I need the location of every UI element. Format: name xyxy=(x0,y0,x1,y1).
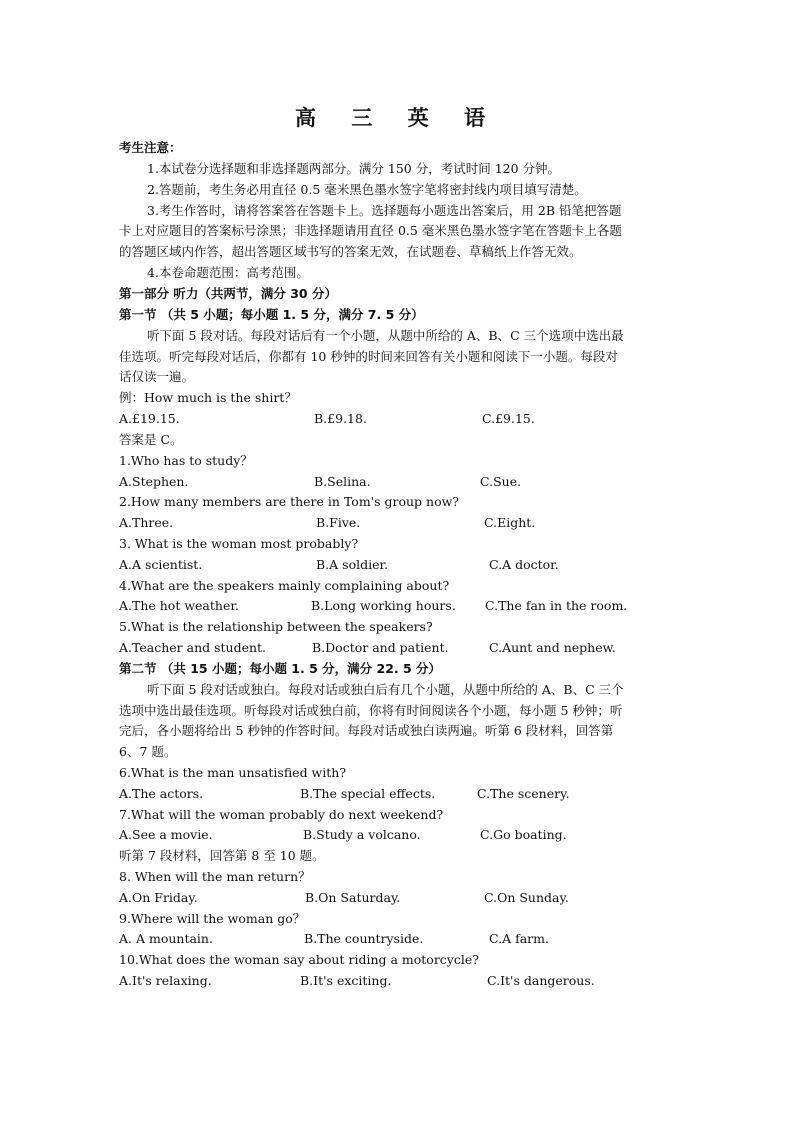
option-a: A.Three. xyxy=(119,515,174,530)
section-instructions: 6、7 题。 xyxy=(119,744,177,759)
option-b: B.Selina. xyxy=(314,474,371,489)
question: 4.What are the speakers mainly complaining about? xyxy=(119,578,450,593)
notice-item: 卡上对应题目的答案标号涂黑；非选择题请用直径 0.5 毫米黑色墨水签字笔在答题卡上各题 xyxy=(119,223,622,238)
option-b: B.The countryside. xyxy=(304,931,424,946)
example-question: 例：How much is the shirt？ xyxy=(119,390,297,405)
option-b: B.The special effects. xyxy=(300,786,436,801)
option-c: C.Aunt and nephew. xyxy=(489,640,616,655)
option-a: A.On Friday. xyxy=(119,890,198,905)
option-b: B.Study a volcano. xyxy=(303,827,421,842)
option-a: A.See a movie. xyxy=(119,827,213,842)
option-c: C.Eight. xyxy=(484,515,536,530)
question: 3. What is the woman most probably? xyxy=(119,536,359,551)
question: 7.What will the woman probably do next weekend? xyxy=(119,807,444,822)
option-c: C.The fan in the room. xyxy=(485,598,628,613)
section-heading: 第一节 （共 5 小题；每小题 1. 5 分，满分 7. 5 分） xyxy=(119,307,424,322)
option-c: C.A farm. xyxy=(489,931,549,946)
option-a: A.Teacher and student. xyxy=(119,640,267,655)
page-title: 高 三 英 语 xyxy=(295,106,499,130)
section-instructions: 话仅读一遍。 xyxy=(119,369,195,384)
option-c: C.£9.15. xyxy=(482,411,535,426)
option-b: B.On Saturday. xyxy=(305,890,401,905)
option-c: C.Go boating. xyxy=(480,827,567,842)
option-b: B.A soldier. xyxy=(316,557,389,572)
option-b: B.Five. xyxy=(316,515,361,530)
question: 8. When will the man return？ xyxy=(119,869,311,884)
material-instruction: 听第 7 段材料，回答第 8 至 10 题。 xyxy=(119,848,325,863)
option-c: C.The scenery. xyxy=(477,786,570,801)
option-b: B.£9.18. xyxy=(314,411,367,426)
option-b: B.Doctor and patient. xyxy=(312,640,449,655)
part-heading: 第一部分 听力（共两节，满分 30 分） xyxy=(119,286,337,301)
question: 5.What is the relationship between the speakers? xyxy=(119,619,433,634)
notice-item: 4.本卷命题范围：高考范围。 xyxy=(147,265,309,280)
notice-item: 2.答题前，考生务必用直径 0.5 毫米黑色墨水签字笔将密封线内项目填写清楚。 xyxy=(147,182,587,197)
section-heading: 第二节 （共 15 小题；每小题 1. 5 分，满分 22. 5 分） xyxy=(119,661,442,676)
notice-item: 的答题区域内作答，超出答题区域书写的答案无效，在试题卷、草稿纸上作答无效。 xyxy=(119,244,582,259)
question: 6.What is the man unsatisfied with? xyxy=(119,765,347,780)
option-a: A.It's relaxing. xyxy=(119,973,212,988)
section-instructions: 听下面 5 段对话或独白。每段对话或独白后有几个小题，从题中所给的 A、B、C 三个 xyxy=(147,682,624,697)
example-answer: 答案是 C。 xyxy=(119,432,183,447)
section-instructions: 完后，各小题将给出 5 秒钟的作答时间。每段对话或独白读两遍。听第 6 段材料，回答第 xyxy=(119,723,614,738)
notice-heading: 考生注意： xyxy=(119,140,182,155)
option-c: C.On Sunday. xyxy=(484,890,569,905)
section-instructions: 选项中选出最佳选项。听每段对话或独白前，你将有时间阅读各个小题，每小题 5 秒钟；听 xyxy=(119,703,623,718)
question: 2.How many members are there in Tom's group now? xyxy=(119,494,459,509)
notice-item: 1.本试卷分选择题和非选择题两部分。满分 150 分，考试时间 120 分钟。 xyxy=(147,161,561,176)
section-instructions: 佳选项。听完每段对话后，你都有 10 秒钟的时间来回答有关小题和阅读下一小题。每段对 xyxy=(119,349,618,364)
question: 10.What does the woman say about riding a motorcycle? xyxy=(119,952,479,967)
option-b: B.It's exciting. xyxy=(300,973,392,988)
option-a: A.£19.15. xyxy=(119,411,180,426)
option-a: A.Stephen. xyxy=(119,474,189,489)
option-a: A. A mountain. xyxy=(119,931,213,946)
option-a: A.The actors. xyxy=(119,786,204,801)
option-c: C.Sue. xyxy=(480,474,522,489)
option-a: A.The hot weather. xyxy=(119,598,239,613)
option-c: C.A doctor. xyxy=(489,557,559,572)
option-c: C.It's dangerous. xyxy=(487,973,595,988)
question: 1.Who has to study？ xyxy=(119,453,253,468)
notice-item: 3.考生作答时，请将答案答在答题卡上。选择题每小题选出答案后，用 2B 铅笔把答题 xyxy=(147,203,622,218)
section-instructions: 听下面 5 段对话。每段对话后有一个小题，从题中所给的 A、B、C 三个选项中选出最 xyxy=(147,328,624,343)
option-b: B.Long working hours. xyxy=(311,598,456,613)
option-a: A.A scientist. xyxy=(119,557,203,572)
question: 9.Where will the woman go？ xyxy=(119,911,306,926)
